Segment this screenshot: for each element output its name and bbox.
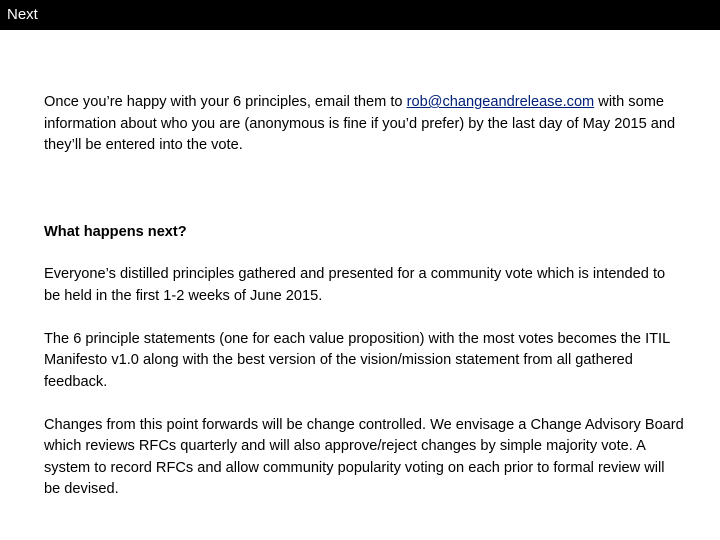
section-heading: What happens next?	[44, 223, 187, 240]
title-bar	[0, 0, 720, 30]
slide-body	[44, 92, 684, 501]
intro-text-after-email: with some information about who you are (anonymous is fine if you’d prefer) by the last day of May 2015 and they’ll be entered into the vote.	[44, 94, 676, 153]
intro-paragraph	[44, 92, 684, 157]
email-link[interactable]: rob@changeandrelease.com	[406, 94, 595, 110]
paragraph-community-vote: Everyone’s distilled principles gathered and presented for a community vote which is intended to be held in the first 1-2 weeks of June 2015.	[44, 266, 666, 304]
slide-title: Next	[7, 6, 38, 23]
intro-text-before-email: Once you’re happy with your 6 principles, email them to	[44, 94, 407, 110]
paragraph-manifesto: The 6 principle statements (one for each value proposition) with the most votes becomes the ITIL Manifesto v1.0 along with the best version of the vision/mission statement from all gathered feedback.	[44, 330, 670, 390]
paragraph-change-control: Changes from this point forwards will be change controlled. We envisage a Change Advisory Board which reviews RFCs quarterly and will also approve/reject changes by simple majority vote. A system to record RFCs and allow community popularity voting on each prior to formal review will be devised.	[44, 416, 684, 497]
